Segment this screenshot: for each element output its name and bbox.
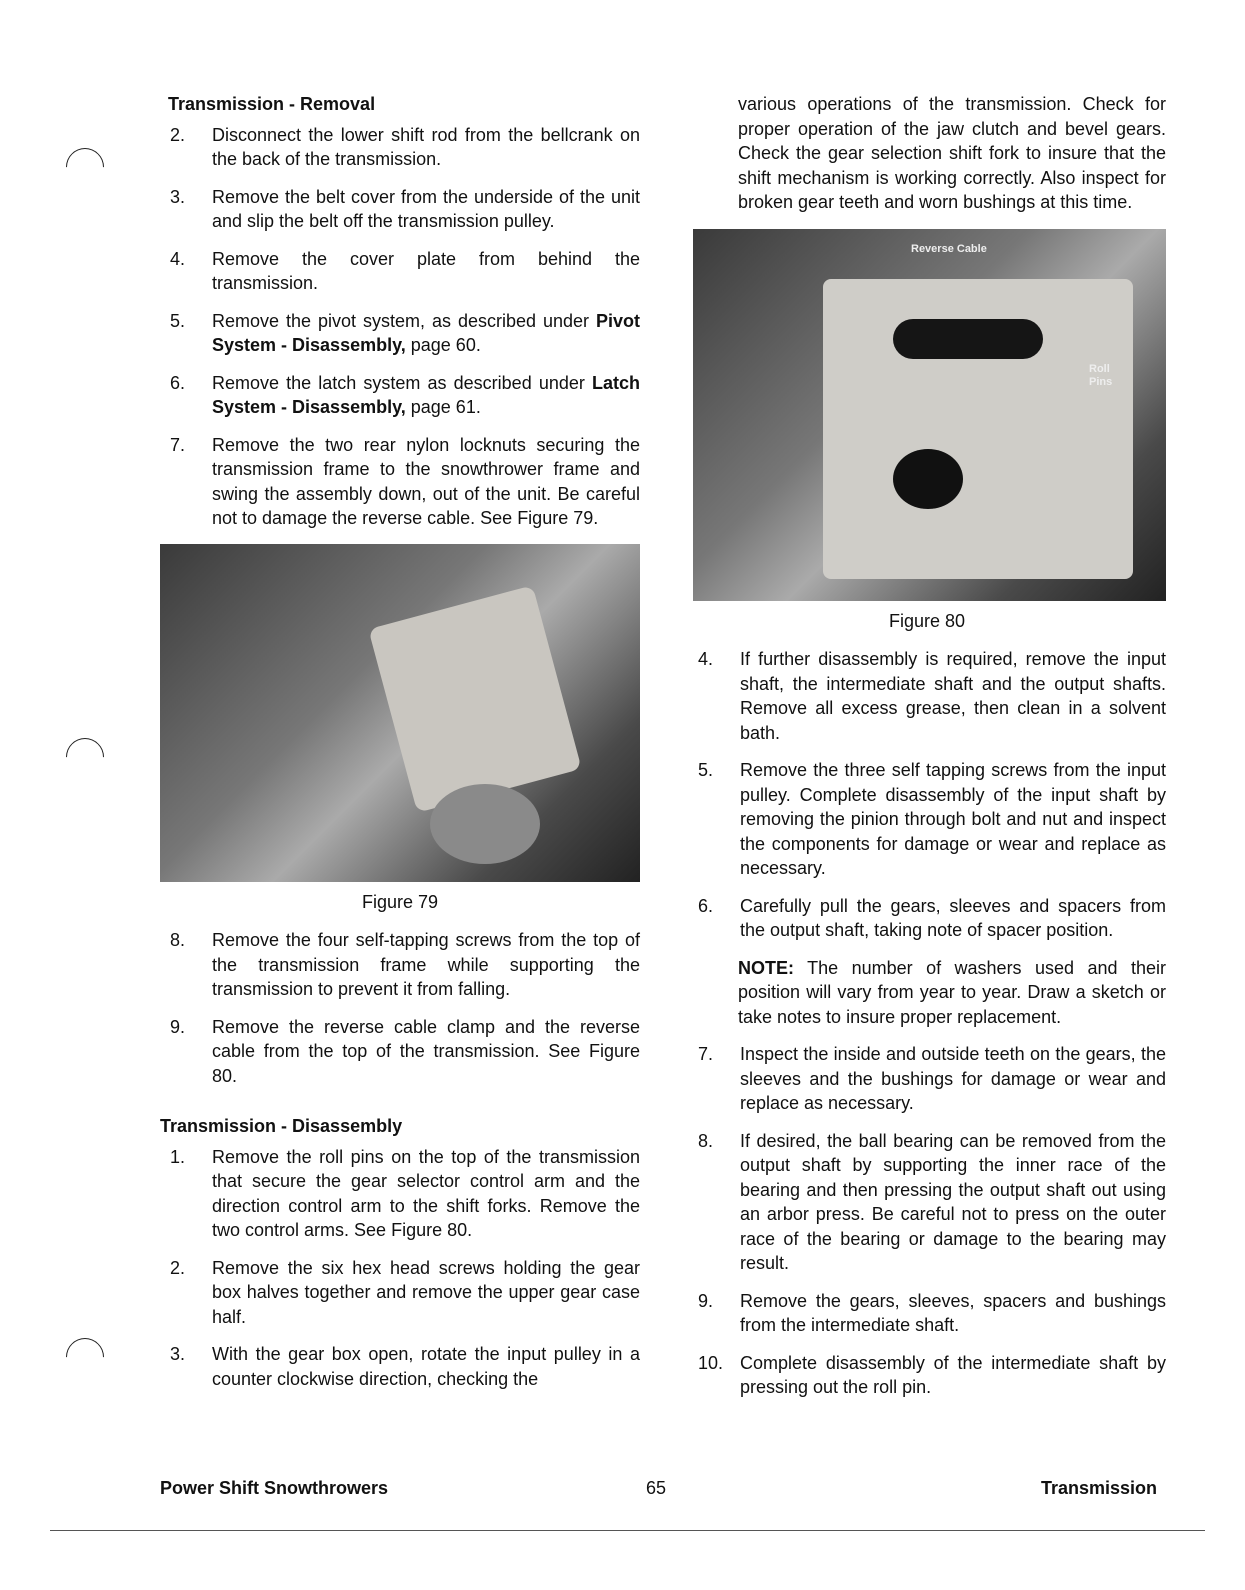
step-text-segment: Disconnect the lower shift rod from the bellcrank on the back of the transmission. <box>212 124 640 169</box>
list-item <box>688 647 1166 745</box>
section-heading-disassembly: Transmission - Disassembly <box>160 1116 403 1136</box>
step-number: 6. <box>170 372 186 393</box>
step-text-segment: page 61. <box>405 397 481 417</box>
footer-rule <box>50 1530 1205 1531</box>
step-number: 5. <box>698 760 714 780</box>
list-item <box>688 1289 1166 1338</box>
list-item <box>160 1256 640 1330</box>
step-text-segment: Remove the roll pins on the top of the transmission that secure the gear selector control arm and the direction control arm to the shift forks. Remove the two control arms. See Figure 80. <box>212 1146 640 1240</box>
list-item <box>688 894 1166 943</box>
step-number: 1. <box>170 1146 186 1167</box>
step-number: 7. <box>698 1044 714 1064</box>
list-item <box>688 758 1166 881</box>
step-text <box>740 1129 1166 1276</box>
list-item <box>688 1129 1166 1276</box>
note-text: The number of washers used and their position will vary from year to year. Draw a sketch or take notes to insure proper replacement. <box>738 957 1166 1027</box>
removal-steps <box>160 123 640 531</box>
list-item <box>160 309 640 358</box>
step-number: 4. <box>170 248 186 269</box>
step-text <box>740 758 1166 881</box>
note <box>738 956 1166 1030</box>
list-item <box>160 247 640 296</box>
transmission-housing-shape <box>368 585 581 813</box>
right-steps-continued <box>688 1042 1166 1400</box>
disassembly-steps <box>160 1145 640 1392</box>
list-item <box>160 928 640 1002</box>
step-number: 8. <box>170 930 186 950</box>
step-text <box>740 1042 1166 1116</box>
figure-79-photo <box>160 544 640 882</box>
cross-reference: Latch System - Disassembly, <box>212 372 640 417</box>
step-number: 3. <box>170 186 186 207</box>
step-text-segment: Remove the six hex head screws holding the gear box halves together and remove the upper gear case half. <box>212 1257 640 1327</box>
step-number: 9. <box>170 1016 186 1037</box>
step-text <box>212 928 640 1002</box>
step-text <box>740 894 1166 943</box>
left-column <box>160 92 640 1404</box>
step-text <box>212 1145 640 1243</box>
list-item <box>160 123 640 172</box>
step-text <box>212 309 640 358</box>
list-item <box>688 1351 1166 1400</box>
binder-hole-mark <box>58 140 112 194</box>
step-text <box>212 1256 640 1330</box>
control-arm-shape <box>893 319 1043 359</box>
footer-section: Transmission <box>1040 1478 1157 1498</box>
step-text <box>740 1351 1166 1400</box>
right-column <box>688 92 1166 1413</box>
control-arm-shape <box>893 449 963 509</box>
step-number: 2. <box>170 1257 186 1278</box>
step-number: 7. <box>170 434 186 455</box>
step-number: 4. <box>698 649 714 669</box>
footer-title: Power Shift Snowthrowers <box>160 1478 389 1498</box>
step-text-segment: Remove the latch system as described under <box>212 372 592 393</box>
step-text-segment: If further disassembly is required, remove the input shaft, the intermediate shaft and the output shafts. Remove all excess grease, then clean in a solvent bath. <box>740 649 1166 743</box>
list-item <box>160 1342 640 1391</box>
step-text-segment: With the gear box open, rotate the input pulley in a counter clockwise direction, checking the <box>212 1344 640 1389</box>
step-text <box>212 433 640 531</box>
step-text <box>740 647 1166 745</box>
step-number: 3. <box>170 1344 186 1364</box>
step-number: 8. <box>698 1130 714 1151</box>
cross-reference: Pivot System - Disassembly, <box>212 310 640 355</box>
step-number: 10. <box>698 1352 724 1373</box>
step-text <box>212 247 640 296</box>
figure-80-caption: Figure 80 <box>888 610 966 631</box>
step-text <box>212 1342 640 1391</box>
step-text-segment: Remove the belt cover from the underside of the unit and slip the belt off the transmission pulley. <box>212 186 640 231</box>
list-item <box>160 1015 640 1089</box>
step-text-segment: Complete disassembly of the intermediate shaft by pressing out the roll pin. <box>740 1352 1166 1397</box>
list-item <box>160 185 640 234</box>
list-item <box>688 1042 1166 1116</box>
binder-hole-mark <box>58 730 112 784</box>
step-number: 5. <box>170 310 186 331</box>
step-text-segment: Inspect the inside and outside teeth on the gears, the sleeves and the bushings for damage or wear and replace as necessary. <box>740 1044 1166 1113</box>
step-text-segment: Remove the three self tapping screws from the input pulley. Complete disassembly of the input shaft by removing the pinion through bolt and nut and inspect the components for damage or wear and replace as necessary. <box>740 760 1166 878</box>
step-text-segment: Remove the gears, sleeves, spacers and bushings from the intermediate shaft. <box>740 1290 1166 1335</box>
list-item <box>160 433 640 531</box>
step-text-segment: Remove the cover plate from behind the transmission. <box>212 248 640 293</box>
step-text-segment: If desired, the ball bearing can be removed from the output shaft by supporting the inner race of the bearing and then pressing the output shaft out using an arbor press. Be careful not to press on the outer race of the bearing or damage to the bearing may result. <box>740 1130 1166 1273</box>
figure-79-caption: Figure 79 <box>361 891 439 912</box>
step-text-segment: Carefully pull the gears, sleeves and spacers from the output shaft, taking note of spacer position. <box>740 895 1166 940</box>
pulley-shape <box>430 784 540 864</box>
step-text <box>212 123 640 172</box>
step-number: 9. <box>698 1290 714 1311</box>
step-text-segment: Remove the two rear nylon locknuts securing the transmission frame to the snowthrower frame and swing the assembly down, out of the unit. Be careful not to damage the reverse cable. See Figure 79. <box>212 434 640 528</box>
right-steps <box>688 647 1166 943</box>
step-text <box>212 185 640 234</box>
step-text <box>740 1289 1166 1338</box>
step-number: 6. <box>698 895 714 916</box>
step-text <box>212 1015 640 1089</box>
figure-80-photo <box>693 229 1166 601</box>
roll-pins-label: Roll Pins <box>1089 362 1113 388</box>
removal-steps-continued <box>160 928 640 1088</box>
section-heading-removal: Transmission - Removal <box>168 94 376 114</box>
page-number: 65 <box>646 1478 667 1498</box>
step-number: 2. <box>170 124 186 145</box>
reverse-cable-label: Reverse Cable <box>911 242 987 255</box>
note-label: NOTE: <box>738 957 794 978</box>
step-text-segment: Remove the four self-tapping screws from the top of the transmission frame while supporting the transmission to prevent it from falling. <box>212 930 640 999</box>
continuation-paragraph: various operations of the transmission. Check for proper operation of the jaw clutch and bevel gears. Check the gear selection shift fork to insure that the shift mechanism is working correctly. Also inspect for broken gear teeth and worn bushings at this time. <box>738 94 1166 212</box>
step-text-segment: page 60. <box>405 335 481 355</box>
step-text <box>212 371 640 420</box>
list-item <box>160 1145 640 1243</box>
list-item <box>160 371 640 420</box>
step-text-segment: Remove the pivot system, as described under <box>212 310 596 331</box>
binder-hole-mark <box>58 1330 112 1384</box>
step-text-segment: Remove the reverse cable clamp and the reverse cable from the top of the transmission. See Figure 80. <box>212 1016 640 1086</box>
